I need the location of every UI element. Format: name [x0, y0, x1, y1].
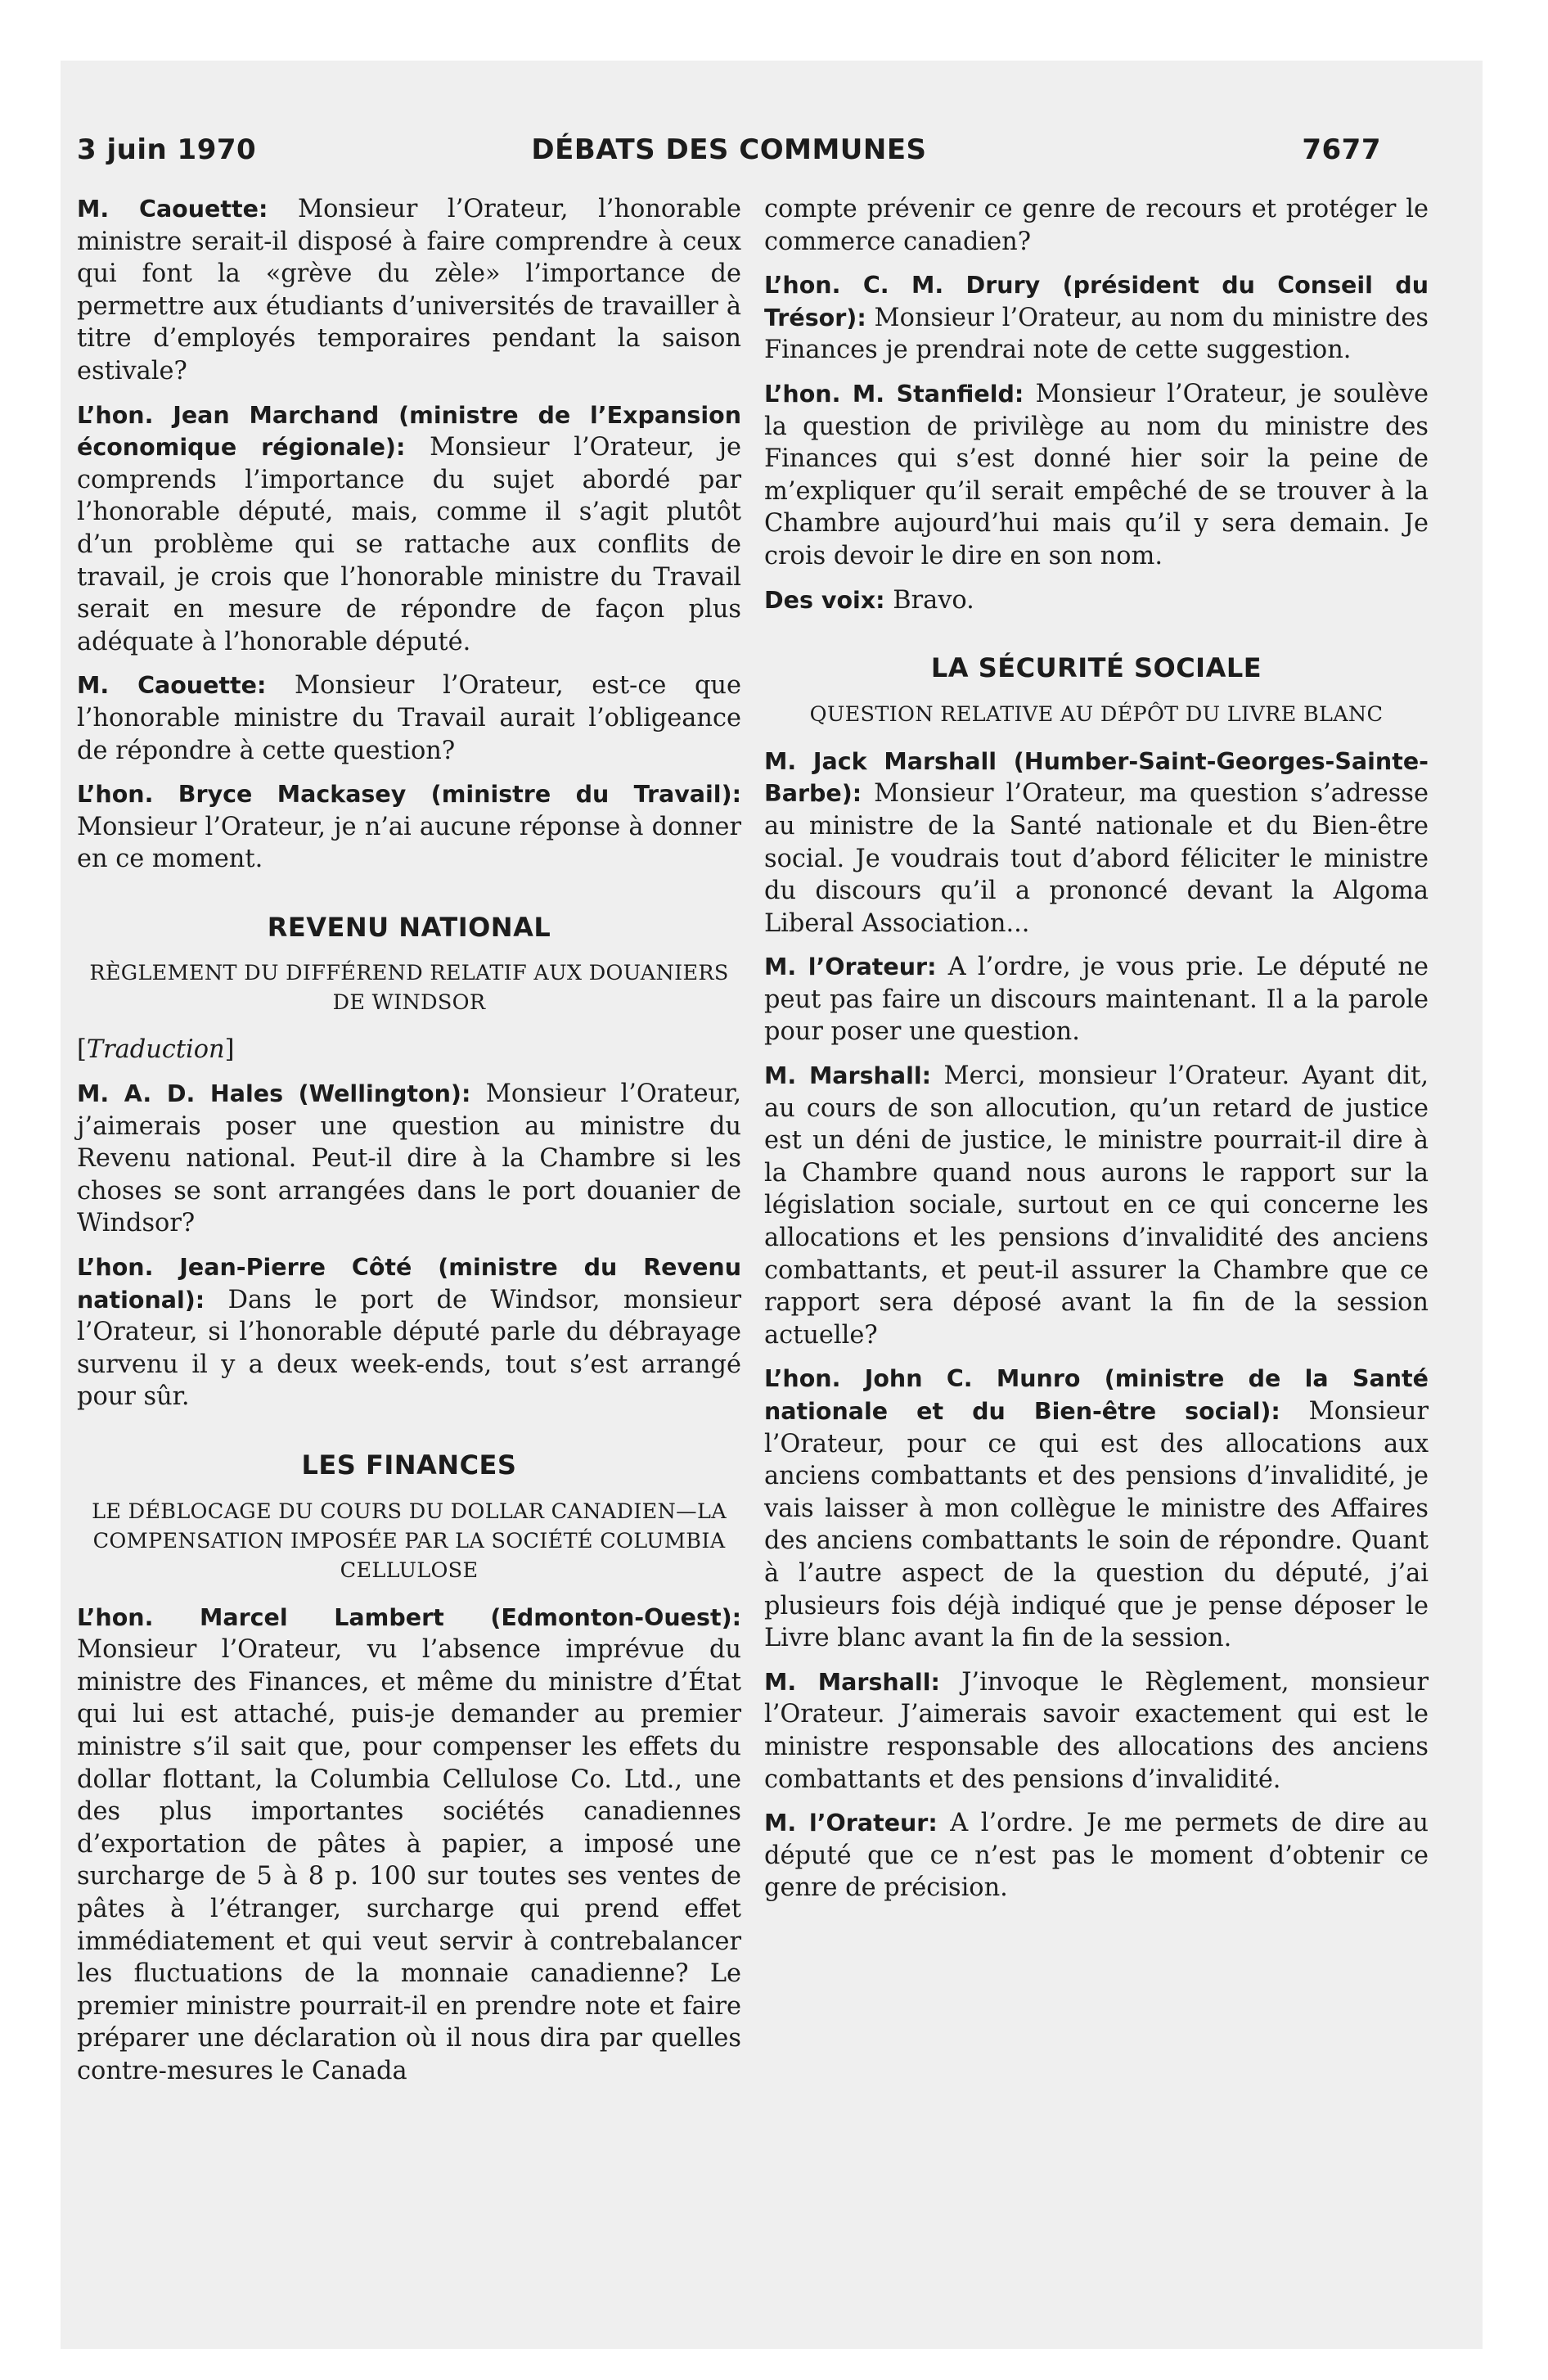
- section-heading: LES FINANCES: [301, 1449, 517, 1481]
- paragraph: [764, 378, 1429, 573]
- section-heading: LA SÉCURITÉ SOCIALE: [930, 652, 1262, 684]
- speaker: M. Marshall:: [764, 1668, 940, 1696]
- paragraph: [764, 193, 1429, 258]
- paragraph: [764, 1666, 1429, 1796]
- section-subheading: QUESTION RELATIVE AU DÉPÔT DU LIVRE BLANC: [809, 701, 1384, 727]
- speaker: M. Caouette:: [77, 196, 268, 223]
- paragraph: [764, 1807, 1429, 1904]
- speech: Monsieur l’Orateur, est-ce que l’honorable ministre du Travail aurait l’obligeance de répondre à cette question?: [77, 671, 741, 765]
- speaker: M. l’Orateur:: [764, 1810, 938, 1837]
- header-date: 3 juin 1970: [77, 133, 257, 166]
- speech: A l’ordre. Je me permets de dire au député que ce n’est pas le moment d’obtenir ce genre de précision.: [764, 1809, 1429, 1903]
- speaker: L’hon. Marcel Lambert (Edmonton-Ouest):: [77, 1603, 741, 1631]
- speech: Dans le port de Windsor, monsieur l’Orateur, si l’honorable député parle du débrayage survenu il y a deux week-ends, tout s’est arrangé pour sûr.: [77, 1285, 741, 1412]
- page-number: 7677: [1302, 133, 1381, 166]
- paragraph: [764, 746, 1429, 940]
- speech: Bravo.: [893, 585, 974, 615]
- speaker: M. A. D. Hales (Wellington):: [77, 1080, 471, 1108]
- paragraph: [764, 584, 1429, 617]
- speech: Monsieur l’Orateur, je soulève la question de privilège au nom du ministre des Finances qui s’est donné hier soir la peine de m’expliquer qu’il serait empêché de se trouver à la Chambre aujourd’hui mais qu’il y sera demain. Je crois devoir le dire en son nom.: [764, 379, 1429, 570]
- speech: A l’ordre, je vous prie. Le député ne peut pas faire un discours maintenant. Il a la parole pour poser une question.: [764, 953, 1429, 1047]
- speaker: M. Caouette:: [77, 672, 267, 700]
- section-heading: REVENU NATIONAL: [267, 911, 551, 943]
- speech: J’invoque le Règlement, monsieur l’Orateur. J’aimerais savoir exactement qui est le ministre responsable des allocations des anciens combattants et des pensions d’invalidité.: [764, 1667, 1429, 1794]
- translation-note: [Traduction]: [77, 1035, 235, 1065]
- paragraph: [77, 669, 741, 767]
- speech: Monsieur l’Orateur, pour ce qui est des allocations aux anciens combattants et des pensions d’invalidité, je vais laisser à mon collègue le ministre des Affaires des anciens combattants le soin de répondre. Quant à l’autre aspect de la question du député, j’ai plusieurs fois déjà indiqué que je pense déposer le Livre blanc avant la fin de la session.: [764, 1397, 1429, 1653]
- paragraph: [77, 193, 741, 388]
- speaker: M. Jack Marshall (Humber-Saint-Georges-Sainte-Barbe):: [764, 747, 1429, 808]
- speaker: L’hon. Jean Marchand (ministre de l’Expansion économique régionale):: [77, 401, 741, 462]
- paragraph: [77, 1602, 741, 2088]
- speech: compte prévenir ce genre de recours et protéger le commerce canadien?: [764, 195, 1429, 256]
- speech: Monsieur l’Orateur, vu l’absence imprévue du ministre des Finances, et même du ministre d’État qui lui est attaché, puis-je demander au premier ministre s’il sait que, pour compenser les effets du dollar flottant, la Columbia Cellulose Co. Ltd., une des plus importantes sociétés canadiennes d’exportation de pâtes à papier, a imposé une surcharge de 5 à 8 p. 100 sur toutes ses ventes de pâtes à l’étranger, surcharge qui prend effet immédiatement et qui veut servir à contrebalancer les fluctuations de la monnaie canadienne? Le premier ministre pourrait-il en prendre note et faire préparer une déclaration où il nous dira par quelles contre-mesures le Canada: [77, 1635, 741, 2085]
- right-column: [764, 193, 1429, 1916]
- paragraph: [77, 778, 741, 876]
- paragraph: [77, 1078, 741, 1240]
- speaker: M. Marshall:: [764, 1062, 932, 1090]
- speech: Monsieur l’Orateur, l’honorable ministre serait-il disposé à faire comprendre à ceux qui font la «grève du zèle» l’importance de permettre aux étudiants d’universités de travailler à titre d’employés temporaires pendant la saison estivale?: [77, 195, 741, 385]
- speaker: M. l’Orateur:: [764, 953, 937, 981]
- speech: Monsieur l’Orateur, je n’ai aucune réponse à donner en ce moment.: [77, 812, 741, 874]
- speaker: L’hon. Bryce Mackasey (ministre du Travail):: [77, 781, 741, 809]
- speech: Monsieur l’Orateur, ma question s’adresse au ministre de la Santé nationale et du Bien-être social. Je voudrais tout d’abord féliciter le ministre du discours qu’il a prononcé devant la Algoma Liberal Association...: [764, 779, 1429, 938]
- speaker: L’hon. John C. Munro (ministre de la Santé nationale et du Bien-être social):: [764, 1365, 1429, 1425]
- section-subheading: LE DÉBLOCAGE DU COURS DU DOLLAR CANADIEN—LA COMPENSATION IMPOSÉE PAR LA SOCIÉTÉ COLUMBIA CELLULOSE: [92, 1499, 727, 1583]
- page-header: [77, 133, 1381, 173]
- speaker: Des voix:: [764, 586, 885, 614]
- speech: Monsieur l’Orateur, au nom du ministre des Finances je prendrai note de cette suggestion.: [764, 303, 1429, 365]
- speaker: L’hon. Jean-Pierre Côté (ministre du Revenu national):: [77, 1254, 741, 1314]
- paragraph: [764, 269, 1429, 367]
- speech: Merci, monsieur l’Orateur. Ayant dit, au cours de son allocution, qu’un retard de justice est un déni de justice, le ministre pourrait-il dire à la Chambre quand nous aurons le rapport sur la législation sociale, surtout en ce qui concerne les allocations et les pensions d’invalidité des anciens combattants, et peut-il assurer la Chambre que ce rapport sera déposé avant la fin de la session actuelle?: [764, 1062, 1429, 1350]
- speech: Monsieur l’Orateur, j’aimerais poser une question au ministre du Revenu national. Peut-il dire à la Chambre si les choses se sont arrangées dans le port douanier de Windsor?: [77, 1080, 742, 1238]
- speech: Monsieur l’Orateur, je comprends l’importance du sujet abordé par l’honorable député, mais, comme il s’agit plutôt d’un problème qui se rattache aux conflits de travail, je crois que l’honorable ministre du Travail serait en mesure de répondre de façon plus adéquate à l’honorable député.: [77, 433, 741, 656]
- paragraph: [764, 951, 1429, 1048]
- paragraph: [77, 1251, 741, 1413]
- speaker: L’hon. M. Stanfield:: [764, 380, 1024, 408]
- speaker: L’hon. C. M. Drury (président du Conseil du Trésor):: [764, 272, 1429, 331]
- paragraph: [77, 399, 741, 659]
- translation-label: Traduction: [86, 1035, 225, 1065]
- paragraph: [764, 1060, 1429, 1351]
- paragraph: [764, 1363, 1429, 1654]
- section-subheading: RÈGLEMENT DU DIFFÉREND RELATIF AUX DOUANIERS DE WINDSOR: [89, 961, 729, 1016]
- header-title: DÉBATS DES COMMUNES: [531, 133, 927, 166]
- left-column: [77, 193, 741, 2099]
